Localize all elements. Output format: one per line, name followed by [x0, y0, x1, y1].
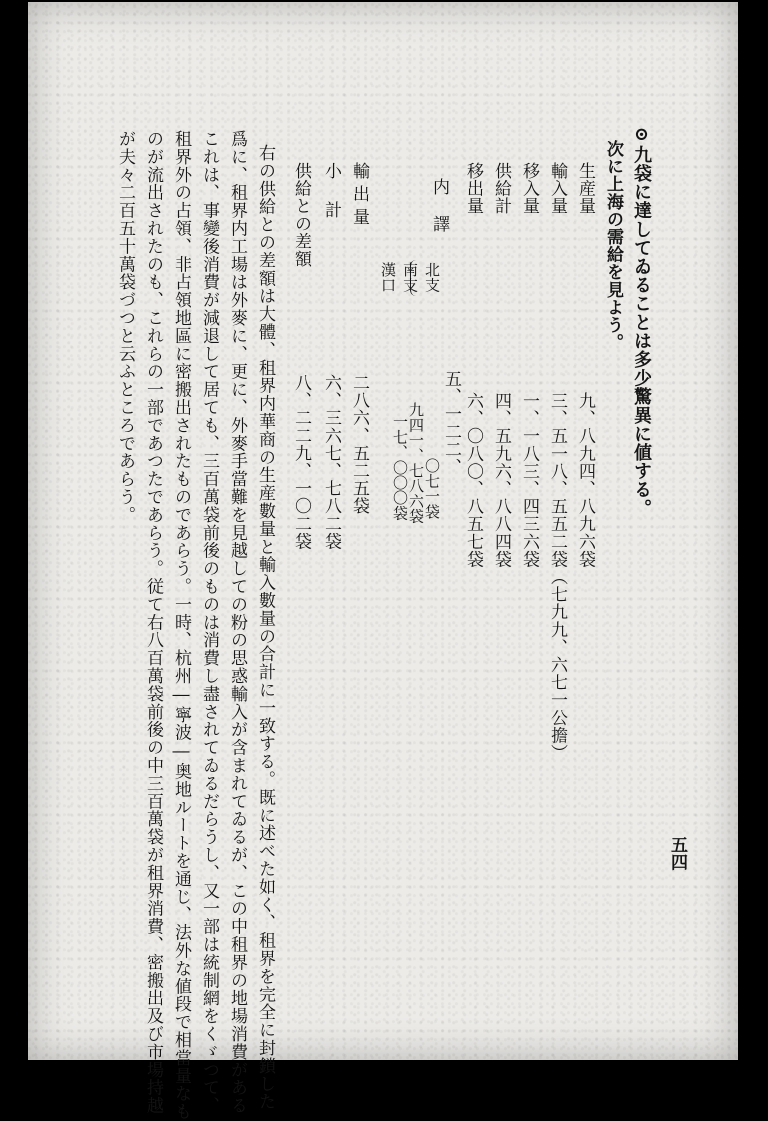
- paragraph-line-3: これは、事變後消費が減退して居ても、三百萬袋前後のものは消費し盡されてゐるだらうし、又一部は統制網をくゞつて、: [199, 130, 219, 1115]
- row-label-production: 生産量: [575, 162, 595, 215]
- row-value-production: 九、八九四、八九六袋: [575, 392, 595, 568]
- breakdown-item-hankou-value: 一七、〇〇〇袋: [391, 414, 409, 521]
- row-label-transfer-out: 移出量: [463, 162, 483, 215]
- document-page: [28, 2, 738, 1121]
- paragraph-line-2: 爲に、租界内工場は外麥に、更に、外麥手當難を見越しての粉の思惑輸入が含まれてゐるが、この中租界の地場消費がある: [227, 130, 247, 1115]
- intro-sentence: ⊙九袋に達してゐることは多少驚異に値する。: [631, 124, 652, 518]
- row-value-export: 二八六、五二五袋: [349, 374, 369, 515]
- paragraph-line-4: 租界外の占領、非占領地區に密搬出されたものであらう。一時、杭州―寧波―奥地ルートを通じ、法外な値段で相當量なも: [171, 130, 191, 1121]
- paragraph-line-1: 右の供給との差額は大體、租界内華商の生産數量と輸入數量の合計に一致する。既に述べた如く、租界を完全に封鎖した: [255, 144, 275, 1111]
- breakdown-item-north-value: 〇七一袋: [423, 458, 441, 519]
- page-number: 五四: [667, 836, 687, 872]
- row-value-transfer-out: 六、〇八〇、八五七袋: [463, 392, 483, 568]
- row-label-subtotal: 小計: [321, 162, 341, 240]
- row-label-export: 輸出量: [349, 162, 369, 231]
- row-value-difference: 八、二二九、一〇二袋: [291, 374, 311, 550]
- breakdown-item-south-name: 南支: [401, 262, 419, 293]
- paragraph-line-6: が夫々二百五十萬袋づつと云ふところであらう。: [115, 130, 135, 524]
- row-value-supply-total: 四、五九六、八八四袋: [491, 392, 511, 568]
- paragraph-line-5: のが流出されたのも、これらの一部であつたであらう。従て右八百萬袋前後の中三百萬袋が租界消費、密搬出及び市場持越: [143, 130, 163, 1115]
- row-label-import: 輸入量: [547, 162, 567, 215]
- intro-next: 次に上海の需給を見よう。: [603, 140, 623, 352]
- breakdown-total: 五、一二二、: [441, 370, 461, 476]
- breakdown-item-north-name: 北支: [423, 262, 441, 293]
- row-label-difference: 供給との差額: [291, 162, 311, 268]
- breakdown-label: 内譯: [429, 178, 449, 252]
- breakdown-item-south-value: 九四一、七八六袋: [407, 402, 425, 524]
- row-label-transfer-in: 移入量: [519, 162, 539, 215]
- row-value-transfer-in: 一、一八三、四三六袋: [519, 392, 539, 568]
- row-value-subtotal: 六、三六七、七八二袋: [321, 374, 341, 550]
- row-label-supply-total: 供給計: [491, 162, 511, 215]
- row-value-import: 三、五一八、五五二袋（七九九、六七一公擔）: [547, 392, 567, 762]
- breakdown-item-hankou-name: 漢口: [379, 262, 397, 293]
